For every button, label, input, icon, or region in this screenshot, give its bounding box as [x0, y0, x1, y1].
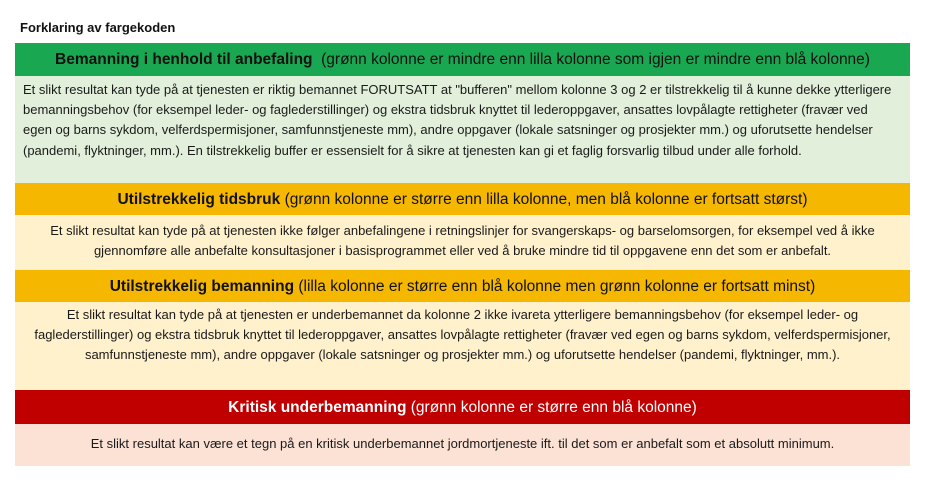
category-heading: Bemanning i henhold til anbefaling	[55, 51, 313, 68]
category-description: Et slikt resultat kan være et tegn på en kritisk underbemannet jordmortjeneste ift. til det som er anbefalt som et absolutt minimum.	[15, 424, 910, 466]
category-description: Et slikt resultat kan tyde på at tjenesten er riktig bemannet FORUTSATT at "bufferen" mellom kolonne 3 og 2 er tilstrekkelig til å kunne dekke ytterligere bemanningsbehov (for eksempel leder- og faglederstillinger) og ekstra tidsbruk knyttet til lederoppgaver, ansattes lovpålagte rettigheter (fravær ved egen og barns sykdom, velferdspermisjoner, samfunnstjeneste mm), andre oppgaver (lokale satsninger og prosjekter mm.) og uforutsette hendelser (pandemi, flyktninger, mm.). En tilstrekkelig buffer er essensielt for å sikre at tjenesten kan gi et faglig forsvarlig tilbud under alle forhold.	[15, 76, 910, 183]
page-title: Forklaring av fargekoden	[20, 20, 176, 35]
category-insufficient-time	[15, 183, 910, 270]
category-description: Et slikt resultat kan tyde på at tjenesten er underbemannet da kolonne 2 ikke ivareta ytterligere bemanningsbehov (for eksempel leder- og faglederstillinger) og ekstra tidsbruk knyttet til lederoppgaver, ansattes lovpålagte rettigheter (fravær ved egen og barns sykdom, velferdspermisjoner, samfunnstjeneste mm), andre oppgaver (lokale satsninger og prosjekter mm.) og uforutsette hendelser (pandemi, flyktninger, mm.).	[15, 302, 910, 390]
category-criteria: (grønn kolonne er større enn blå kolonne)	[406, 399, 697, 416]
category-header	[15, 43, 910, 76]
color-code-legend	[15, 43, 910, 466]
category-insufficient-staffing	[15, 270, 910, 390]
category-header	[15, 183, 910, 215]
category-description: Et slikt resultat kan tyde på at tjenesten ikke følger anbefalingene i retningslinjer for svangerskaps- og barselomsorgen, for eksempel ved å ikke gjennomføre alle anbefalte konsultasjoner i basisprogrammet eller ved å bruke mindre tid til oppgavene enn det som er anbefalt.	[15, 215, 910, 270]
category-adequate-staffing	[15, 43, 910, 183]
category-critical-understaffing	[15, 390, 910, 466]
category-heading: Utilstrekkelig tidsbruk	[117, 191, 281, 208]
category-criteria: (grønn kolonne er mindre enn lilla kolonne som igjen er mindre enn blå kolonne)	[312, 51, 870, 68]
category-heading: Kritisk underbemanning	[228, 399, 407, 416]
category-criteria: (lilla kolonne er større enn blå kolonne men grønn kolonne er fortsatt minst)	[294, 278, 816, 295]
category-header	[15, 390, 910, 424]
category-header	[15, 270, 910, 302]
category-heading: Utilstrekkelig bemanning	[109, 278, 295, 295]
category-criteria: (grønn kolonne er større enn lilla kolonne, men blå kolonne er fortsatt størst)	[280, 191, 808, 208]
